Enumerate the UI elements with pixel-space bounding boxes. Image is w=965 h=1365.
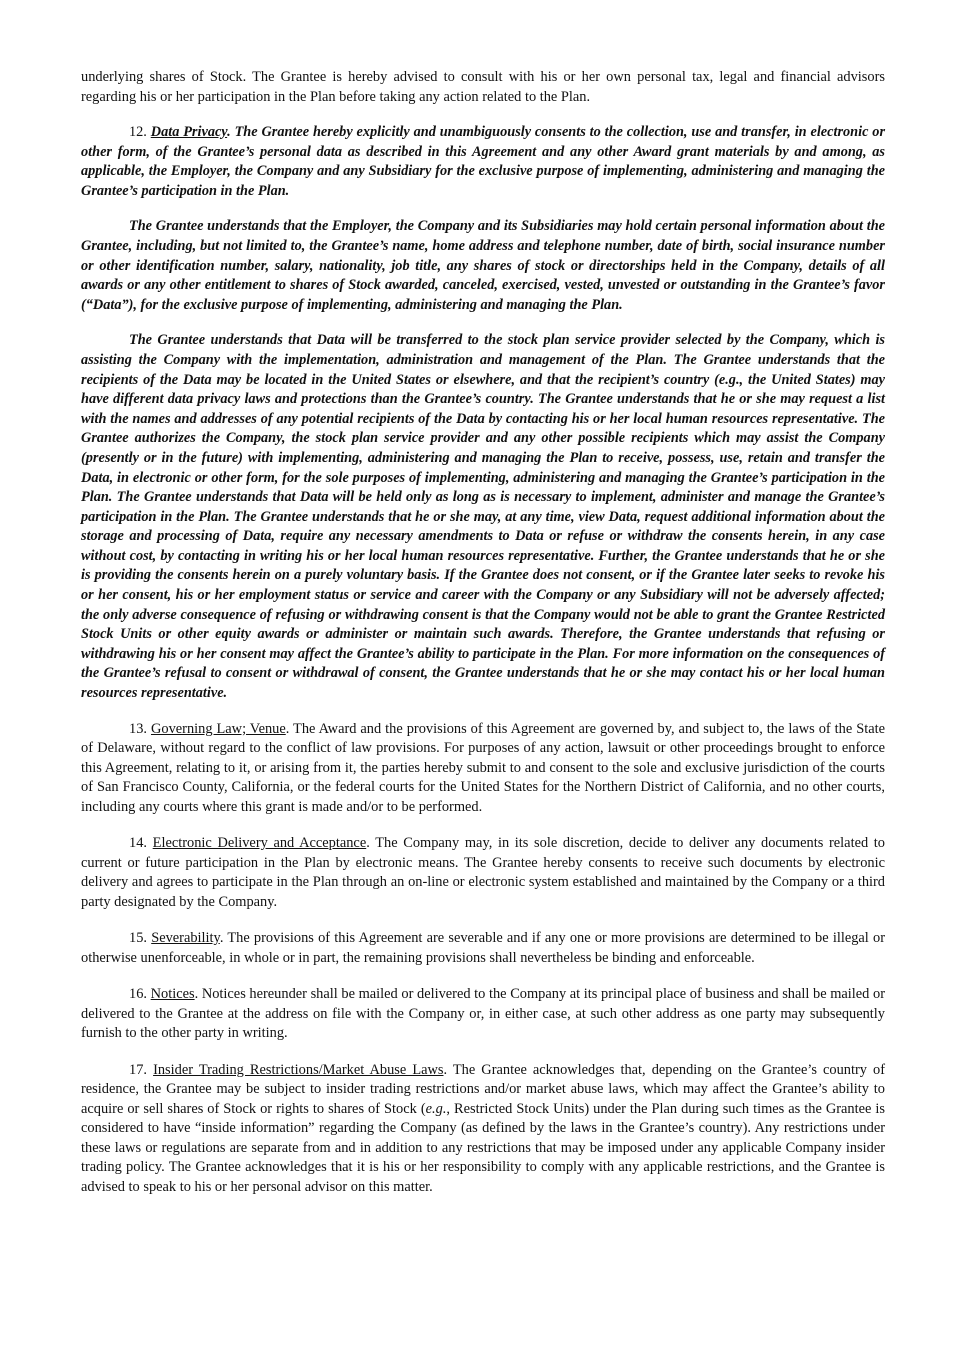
section-15-heading: Severability [151,930,220,947]
section-14-heading: Electronic Delivery and Acceptance [152,835,367,852]
section-17-eg: e.g. [425,1100,447,1117]
section-12-paragraph-3: The Grantee understands that Data will be transferred to the stock plan service provider selected by the Company, which is assisting the Company with the implementation, administration and management of the Plan. The Grantee understands that the recipients of the Data may be located in the United States or elsewhere, and that the recipient’s country (e.g., the United States) may have different data privacy laws and protections than the Grantee’s country. The Grantee understands that he or she may request a list with the names and addresses of any potential recipients of the Data by contacting his or her local human resources representative. The Grantee authorizes the Company, the stock plan service provider and any other possible recipients which may assist the Company (presently or in the future) with implementing, administering and managing the Plan to receive, possess, use, retain and transfer the Data, in electronic or other form, for the sole purposes of implementing, administering and managing the Grantee’s participation in the Plan. The Grantee understands that Data will be held only as long as is necessary to implement, administer and manage the Grantee’s participation in the Plan. The Grantee understands that he or she may, at any time, view Data, request additional information about the storage and processing of Data, require any necessary amendments to Data or refuse or withdraw the consents herein, in any case without cost, by contacting in writing his or her local human resources representative. Further, the Grantee understands that he or she is providing the consents herein on a purely voluntary basis. If the Grantee does not consent, or if the Grantee later seeks to revoke his or her consent, his or her employment status or service and career with the Company or any Subsidiary will not be adversely affected; the only adverse consequence of refusing or withdrawing consent is that the Company would not be able to grant the Grantee Restricted Stock Units or other equity awards or administer or maintain such awards. Therefore, the Grantee understands that refusing or withdrawing his or her consent may affect the Grantee’s ability to participate in the Plan. For more information on the consequences of the Grantee’s refusal to consent or withdrawal of consent, the Grantee understands that he or she may contact his or her local human resources representative. [81,332,885,702]
section-12-text: . The Grantee hereby explicitly and unambiguously consents to the collection, use and transfer, in electronic or other form, of the Grantee’s personal data as described in this Agreement and any other Award grant materials by and among, as applicable, the Employer, the Company and any Subsidiary for the exclusive purpose of implementing, administering and managing the Grantee’s participation in the Plan. [81,124,886,199]
section-12-data-privacy [81,123,885,201]
section-12-paragraph-2: The Grantee understands that the Employer, the Company and its Subsidiaries may hold certain personal information about the Grantee, including, but not limited to, the Grantee’s name, home address and telephone number, date of birth, social insurance number or other identification number, salary, nationality, job title, any shares of stock or directorships held in the Company, details of all awards or any other entitlement to shares of Stock awarded, canceled, exercised, vested, unvested or outstanding in the Grantee’s favor (“Data”), for the exclusive purpose of implementing, administering and managing the Plan. [81,218,885,313]
paragraph-continued: underlying shares of Stock. The Grantee is hereby advised to consult with his or her own personal tax, legal and financial advisors regarding his or her participation in the Plan before taking any action related to the Plan. [81,69,885,105]
section-17-number: 17. [129,1061,147,1078]
section-13-number: 13. [129,720,147,737]
section-17-heading: Insider Trading Restrictions/Market Abuse Laws [153,1061,444,1078]
section-17-insider-trading [81,1061,885,1198]
section-16-text: . Notices hereunder shall be mailed or delivered to the Company at its principal place of business and shall be mailed or delivered to the Grantee at the address on file with the Company or, in either case, at such other address as one party may subsequently furnish to the other party in writing. [81,986,885,1042]
section-15-text: . The provisions of this Agreement are severable and if any one or more provisions are determined to be illegal or otherwise unenforceable, in whole or in part, the remaining provisions shall nevertheless be binding and enforceable. [81,930,885,966]
section-13-governing-law [81,720,885,818]
section-12-heading: Data Privacy [150,124,228,140]
section-16-number: 16. [129,986,147,1003]
section-17-text-b: , Restricted Stock Units) under the Plan during such times as the Grantee is considered to have “inside information” regarding the Company (as defined by the laws in the Grantee’s country). Any restrictions under these laws or regulations are separate from and in addition to any restrictions that may be imposed under any applicable Company insider trading policy. The Grantee acknowledges that it is his or her responsibility to comply with any applicable restrictions, and the Grantee is advised to speak to his or her personal advisor on this matter. [81,1100,885,1195]
section-16-heading: Notices [150,986,195,1003]
section-16-notices [81,985,885,1044]
section-13-heading: Governing Law; Venue [150,720,286,737]
section-13-text: . The Award and the provisions of this Agreement are governed by, and subject to, the laws of the State of Delaware, without regard to the conflict of law provisions. For purposes of any action, lawsuit or other proceedings brought to enforce this Agreement, relating to it, or arising from it, the parties hereby submit to and consent to the sole and exclusive jurisdiction of the courts of San Francisco County, California, or the federal courts for the United States for the Northern District of California, and no other courts, including any courts where this grant is made and/or to be performed. [81,720,885,815]
section-17-text-a: . The Grantee acknowledges that, depending on the Grantee’s country of residence, the Grantee may be subject to insider trading restrictions and/or market abuse laws, which may affect the Grantee’s ability to acquire or sell shares of Stock or rights to shares of Stock ( [81,1061,885,1117]
section-14-text: . The Company may, in its sole discretion, decide to deliver any documents related to current or future participation in the Plan by electronic means. The Grantee hereby consents to receive such documents by electronic delivery and agrees to participate in the Plan through an on-line or electronic system established and maintained by the Company or a third party designated by the Company. [81,835,886,910]
section-15-severability [81,929,885,968]
section-12-number: 12. [129,124,147,140]
section-14-number: 14. [129,835,147,852]
section-15-number: 15. [129,930,147,947]
section-14-electronic-delivery [81,834,885,912]
